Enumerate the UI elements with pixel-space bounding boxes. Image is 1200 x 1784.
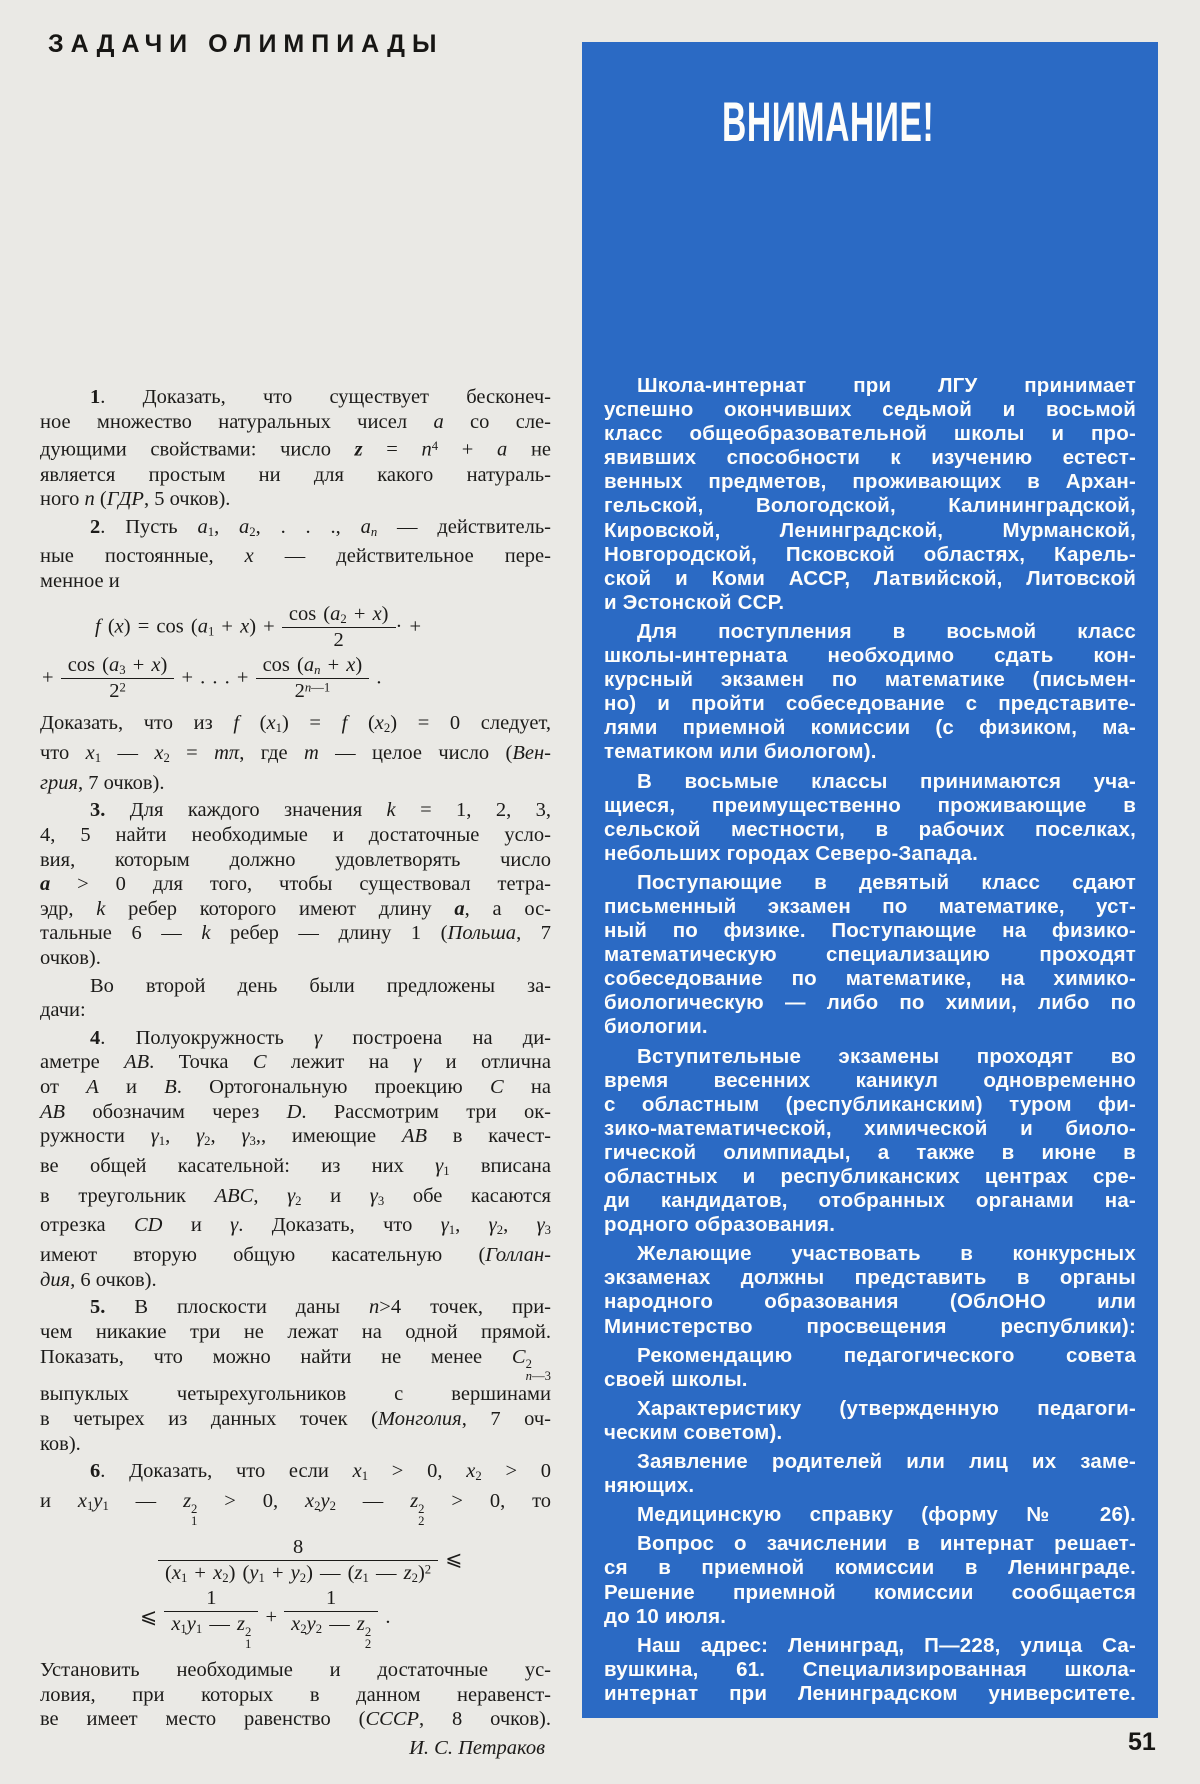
text-line: курсный экзамен по математике (письмен- — [604, 668, 1136, 692]
text-line: и Эстонской ССР. — [604, 590, 785, 614]
text-line: ные постоянные, x — действительное пере- — [40, 545, 551, 568]
text-line: Медицинскую справку (форму № 26). — [637, 1503, 1136, 1527]
problem-2-continuation — [40, 711, 551, 795]
notice-paragraph-9 — [604, 1450, 1136, 1498]
text-line: Кировской, Ленинградской, Мурманской, — [604, 518, 1136, 542]
second-day-note — [40, 974, 551, 1023]
text-line: с областным (республиканским) туром фи- — [604, 1092, 1136, 1116]
text-line: 4. Полуокружность γ построена на ди- — [90, 1026, 551, 1049]
text-line: ве имеет место равенство (СССР, 8 очков). — [40, 1708, 551, 1731]
text-line: Заявление родителей или лиц их заме- — [637, 1450, 1136, 1474]
text-line: биологии. — [604, 1015, 708, 1039]
text-line: менное и — [40, 570, 120, 593]
text-line: Показать, что можно найти не менее C 2 n—3 — [40, 1345, 551, 1384]
text-line: родного образования. — [604, 1213, 836, 1237]
text-line: от A и B. Ортогональную проекцию C на — [40, 1075, 551, 1098]
text-line: Установить необходимые и достаточные ус- — [40, 1658, 551, 1681]
problem-5-paragraph — [40, 1295, 551, 1456]
text-line: дующими свойствами: число $z = n^4 + a$ не — [40, 438, 552, 461]
text-line: 6. Доказать, что если $x_1 > 0$, $x_2 > 0$ — [90, 1460, 552, 1484]
problem-6-continuation — [40, 1658, 551, 1732]
problem-4-paragraph — [40, 1026, 551, 1293]
problem-1-paragraph — [40, 385, 551, 512]
text-line: няющих. — [604, 1474, 695, 1498]
problem-2-intro — [40, 515, 551, 594]
text-line: Министерство просвещения республики): — [604, 1314, 1136, 1338]
text-line: 2. Пусть $a_1$, $a_2$, . . ., $a_n$ — действитель- — [90, 515, 552, 539]
text-line: Рекомендацию педагогического совета — [637, 1343, 1136, 1367]
text-line: Вопрос о зачислении в интернат решает- — [637, 1532, 1136, 1556]
text-line: народного образования (ОблОНО или — [604, 1290, 1136, 1314]
text-line: биологическую — либо по химии, либо по — [604, 991, 1136, 1015]
text-line: ве общей касательной: из них $\gamma_1$ вписана — [40, 1154, 551, 1179]
notice-paragraph-2 — [604, 620, 1136, 765]
text-line: венных предметов, проживающих в Архан- — [604, 470, 1136, 494]
problem-3-paragraph — [40, 798, 551, 970]
text-line: Для поступления в восьмой класс — [637, 619, 1136, 643]
text-line: Решение приемной комиссии сообщается — [604, 1580, 1136, 1604]
text-line: вия, которым должно удовлетворять число — [40, 848, 551, 871]
text-line: явивших способности к изучению естест- — [604, 446, 1136, 470]
text-line: является простым ни для какого натураль- — [40, 463, 551, 486]
text-line: дачи: — [40, 999, 86, 1022]
notice-box — [582, 42, 1158, 1718]
text-line: дия, 6 очков). — [40, 1268, 157, 1291]
text-line: в треугольник ABC, $\gamma_2$ и $\gamma_3$ обе касаются — [40, 1184, 551, 1208]
text-line: класс общеобразовательной школы и про- — [604, 422, 1136, 446]
text-line: 5. В плоскости даны n>4 точек, при- — [90, 1296, 552, 1319]
text-line: очков). — [40, 947, 101, 970]
text-line: Доказать, что из f $(x_1) = f$ $(x_2) = 0$ следует, — [40, 712, 552, 736]
text-line: сельской местности, в рабочих поселках, — [604, 817, 1136, 841]
formula-inequality — [40, 1536, 551, 1650]
notice-paragraph-11 — [604, 1532, 1136, 1628]
text-line: ков). — [40, 1432, 81, 1455]
text-line: a > 0 для того, чтобы существовал тетра- — [40, 873, 551, 896]
text-line: имеют вторую общую касательную (Голлан- — [40, 1244, 551, 1267]
text-line: эдр, k ребер которого имеют длину a, а ос- — [40, 897, 551, 920]
text-line: Вступительные экзамены проходят во — [637, 1044, 1136, 1068]
text-line: математическую специализацию проходят — [604, 943, 1136, 967]
page-number: 51 — [1128, 1728, 1156, 1756]
text-line: выпуклых четырехугольников с вершинами — [40, 1383, 551, 1406]
text-line: аметре AB. Точка C лежит на γ и отлична — [40, 1051, 551, 1074]
notice-paragraph-10 — [604, 1503, 1136, 1527]
text-line: 4, 5 найти необходимые и достаточные усло- — [40, 824, 551, 847]
text-line: своей школы. — [604, 1367, 748, 1391]
author-byline: И. С. Петраков — [409, 1736, 545, 1759]
text-line: грия, 7 очков). — [40, 771, 165, 794]
text-line: письменный экзамен по математике, уст- — [604, 894, 1136, 918]
notice-paragraph-7 — [604, 1344, 1136, 1392]
text-line: ного n (ГДР, 5 очков). — [40, 488, 231, 511]
notice-paragraph-3 — [604, 770, 1136, 866]
text-line: интернат при Ленинградском университете. — [604, 1681, 1136, 1705]
text-line: время весенних каникул одновременно — [604, 1068, 1136, 1092]
notice-title: ВНИМАНИЕ! — [722, 90, 935, 153]
notice-paragraph-8 — [604, 1397, 1136, 1445]
text-line: Наш адрес: Ленинград, П—228, улица Са- — [637, 1633, 1136, 1657]
text-line: областных и республиканских центрах сре- — [604, 1165, 1136, 1188]
text-line: ное множество натуральных чисел a со сле- — [40, 410, 551, 433]
text-line: ди кандидатов, отобранных органами на- — [604, 1189, 1136, 1213]
text-line: Школа-интернат при ЛГУ принимает — [637, 374, 1136, 397]
text-line: что $x_1$ — $x_2 = m\pi$, где m — целое число (Вен- — [40, 742, 552, 766]
problem-6-intro — [40, 1459, 551, 1527]
text-line: вушкина, 61. Специализированная школа- — [604, 1657, 1136, 1681]
text-line: Характеристику (утвержденную педагоги- — [637, 1396, 1136, 1420]
formula-line: ⩽ 1 $x_1y_1$ — z 2 1 + 1 $x_2y_2$ — z 2 2 . — [140, 1587, 391, 1651]
text-line: Желающие участвовать в конкурсных — [637, 1242, 1136, 1266]
text-line: небольших городах Северо-Запада. — [604, 841, 979, 865]
text-line: и $x_1y_1$ — z 2 1 > 0, $x_2y_2$ — z 2 2 > 0, то — [40, 1490, 552, 1528]
notice-paragraph-4 — [604, 871, 1136, 1040]
text-line: экзаменах должны представить в органы — [604, 1266, 1136, 1290]
text-line: собеседование по математике, на химико- — [604, 967, 1136, 991]
notice-body — [604, 374, 1136, 1711]
notice-paragraph-6 — [604, 1242, 1136, 1338]
formula-cosine-sum — [40, 603, 551, 704]
page-title: ЗАДАЧИ ОЛИМПИАДЫ — [48, 30, 444, 58]
text-line: Поступающие в девятый класс сдают — [637, 870, 1136, 894]
notice-paragraph-12 — [604, 1634, 1136, 1706]
text-line: успешно окончивших седьмой и восьмой — [604, 398, 1136, 422]
text-line: лями приемной комиссии (с физиком, ма- — [604, 716, 1136, 740]
text-line: В восьмые классы принимаются уча- — [637, 769, 1136, 793]
text-line: ный по физике. Поступающие на физико- — [604, 919, 1136, 943]
formula-line: $\frac{8}{(x_1 + x_2) (y_1 + y_2) — (z_1 — z_2)^2}$ ⩽ — [158, 1536, 551, 1585]
text-line: школы-интерната необходимо сдать кон- — [604, 644, 1136, 668]
notice-paragraph-1 — [604, 374, 1136, 615]
text-line: ческим советом). — [604, 1420, 783, 1444]
text-line: 3. Для каждого значения k = 1, 2, 3, — [90, 799, 551, 822]
text-line: ской и Коми АССР, Латвийской, Литовской — [604, 566, 1136, 590]
text-line: зико-математической, химической и биоло- — [604, 1116, 1136, 1140]
text-line: отрезка CD и γ. Доказать, что $\gamma_1$, $\gamma_2$, $\gamma_3$ — [40, 1214, 551, 1238]
text-line: Во второй день были предложены за- — [90, 974, 551, 997]
text-line: щиеся, преимущественно проживающие в — [604, 793, 1136, 817]
text-line: тальные 6 — k ребер — длину 1 (Польша, 7 — [40, 922, 551, 945]
text-line: чем никакие три не лежат на одной прямой. — [40, 1321, 551, 1344]
notice-paragraph-5 — [604, 1045, 1136, 1238]
text-line: гической олимпиады, а также в июне в — [604, 1140, 1136, 1164]
text-line: AB обозначим через D. Рассмотрим три ок- — [40, 1100, 551, 1123]
formula-line: f $(x) = \cos (a_1 + x)$ + $\frac{\cos (a_2 + x)}{2}$ · + — [95, 602, 422, 652]
text-line: в четырех из данных точек (Монголия, 7 оч- — [40, 1408, 551, 1431]
text-line: но) и пройти собеседование с представите- — [604, 692, 1136, 716]
text-line: до 10 июля. — [604, 1604, 727, 1628]
text-line: ружности $\gamma_1$, $\gamma_2$, $\gamma_3$,, имеющие AB в качест- — [40, 1125, 552, 1149]
text-line: Новгородской, Псковской областях, Карель- — [604, 542, 1136, 566]
formula-line: + $\frac{\cos (a_3 + x)}{2^2}$ + . . . + $\frac{\cos (a_n + x)}{2^{n—1}}$ . — [42, 653, 382, 703]
text-line: тематиком или биологом). — [604, 740, 877, 764]
text-line: гельской, Вологодской, Калининградской, — [604, 494, 1136, 518]
text-line: ся в приемной комиссии в Ленинграде. — [604, 1556, 1136, 1580]
text-line: 1. Доказать, что существует бесконеч- — [90, 386, 551, 408]
problems-column — [40, 385, 551, 1760]
text-line: ловия, при которых в данном неравенст- — [40, 1683, 551, 1706]
